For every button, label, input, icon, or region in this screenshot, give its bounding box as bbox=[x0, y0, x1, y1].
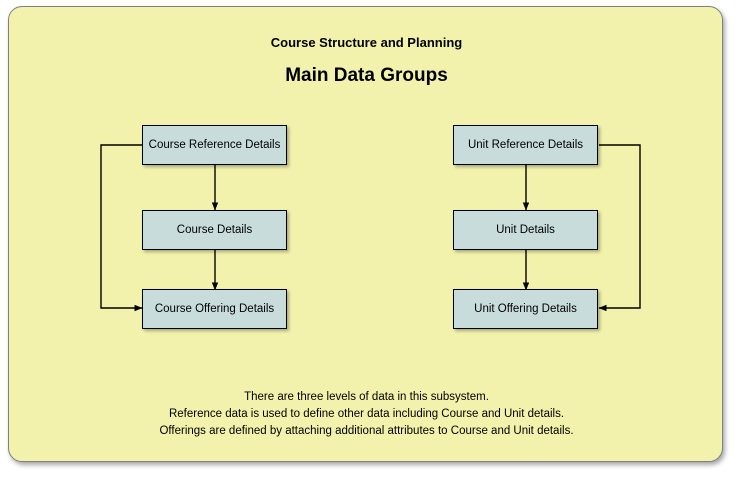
node-label: Unit Reference Details bbox=[467, 139, 584, 151]
footer-line-1: There are three levels of data in this subsystem. bbox=[244, 391, 489, 403]
diagram-panel bbox=[8, 6, 723, 462]
node-label: Course Offering Details bbox=[154, 303, 275, 315]
diagram-subtitle: Main Data Groups bbox=[285, 65, 448, 86]
diagram-title: Course Structure and Planning bbox=[270, 35, 463, 50]
node-course-offering-details[interactable] bbox=[142, 289, 287, 329]
node-label: Course Details bbox=[176, 224, 253, 236]
node-unit-reference-details[interactable] bbox=[453, 125, 598, 165]
footer-line-3: Offerings are defined by attaching additional attributes to Course and Unit details. bbox=[159, 425, 574, 437]
node-label: Course Reference Details bbox=[148, 139, 281, 151]
node-label: Unit Offering Details bbox=[474, 303, 577, 315]
node-course-details[interactable] bbox=[142, 210, 287, 250]
node-unit-offering-details[interactable] bbox=[453, 289, 598, 329]
diagram-footer bbox=[9, 389, 724, 440]
footer-line-2: Reference data is used to define other data including Course and Unit details. bbox=[168, 408, 565, 420]
node-label: Unit Details bbox=[496, 224, 555, 236]
node-course-reference-details[interactable] bbox=[142, 125, 287, 165]
node-unit-details[interactable] bbox=[453, 210, 598, 250]
